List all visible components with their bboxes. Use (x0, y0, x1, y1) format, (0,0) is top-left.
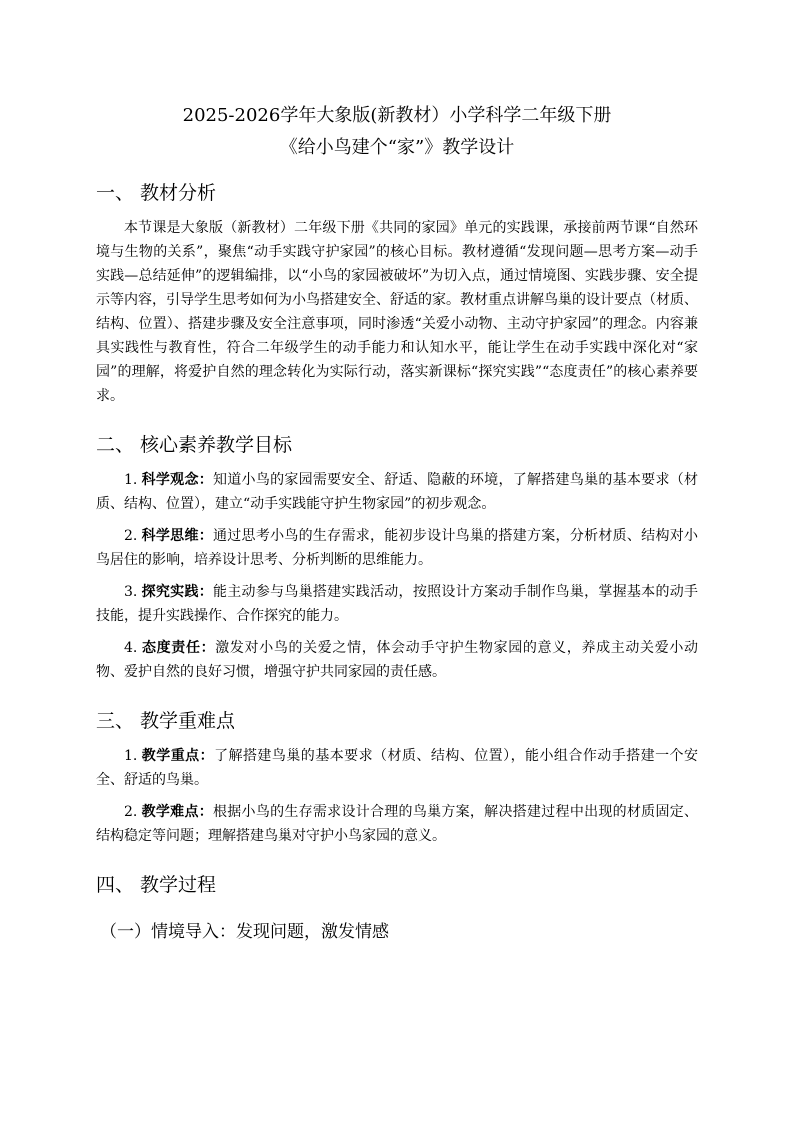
key-point-number: 1. (124, 748, 138, 764)
goal-item-term: 探究实践： (141, 584, 213, 600)
goal-item-attitude-responsibility (96, 636, 698, 684)
key-point-text: 了解搭建鸟巢的基本要求（材质、结构、位置），能小组合作动手搭建一个安全、舒适的鸟巢。 (96, 748, 699, 788)
difficult-point-number: 2. (124, 804, 138, 820)
goal-item-term: 科学思维： (141, 528, 213, 544)
goal-item-inquiry-practice (96, 580, 698, 628)
goal-item-number: 2. (124, 528, 138, 544)
goal-item-text: 知道小鸟的家园需要安全、舒适、隐蔽的环境，了解搭建鸟巢的基本要求（材质、结构、位置），建立“动手实践能守护生物家园”的初步观念。 (96, 472, 699, 512)
goal-item-scientific-thinking (96, 524, 698, 572)
document-title-line-1: 2025-2026学年大象版(新教材）小学科学二年级下册 (182, 105, 612, 126)
subsection-heading-situation-introduction: （一）情境导入：发现问题，激发情感 (100, 922, 389, 942)
goal-item-scientific-concept (96, 468, 698, 516)
document-title-line-2: 《给小鸟建个“家”》教学设计 (279, 137, 515, 158)
goal-item-number: 4. (124, 640, 138, 656)
section-heading-textbook-analysis: 一、 教材分析 (96, 182, 217, 204)
goal-item-number: 1. (124, 472, 138, 488)
section-heading-key-difficult-points: 三、 教学重难点 (96, 710, 236, 732)
goal-item-term: 科学观念： (141, 472, 213, 488)
goal-item-text: 能主动参与鸟巢搭建实践活动，按照设计方案动手制作鸟巢，掌握基本的动手技能，提升实践操作、合作探究的能力。 (96, 584, 699, 624)
section-heading-core-literacy-goals: 二、 核心素养教学目标 (96, 434, 293, 456)
difficult-point-item (96, 800, 698, 848)
key-point-term: 教学重点： (141, 748, 215, 764)
difficult-point-text: 根据小鸟的生存需求设计合理的鸟巢方案，解决搭建过程中出现的材质固定、结构稳定等问题；理解搭建鸟巢对守护小鸟家园的意义。 (96, 804, 699, 844)
key-point-item (96, 744, 698, 792)
goal-item-text: 通过思考小鸟的生存需求，能初步设计鸟巢的搭建方案，分析材质、结构对小鸟居住的影响，培养设计思考、分析判断的思维能力。 (96, 528, 699, 568)
section-heading-teaching-process: 四、 教学过程 (96, 874, 217, 896)
difficult-point-term: 教学难点： (141, 804, 213, 820)
goal-item-number: 3. (124, 584, 138, 600)
goal-item-text: 激发对小鸟的关爱之情，体会动手守护生物家园的意义，养成主动关爱小动物、爱护自然的良好习惯，增强守护共同家园的责任感。 (96, 640, 698, 680)
textbook-analysis-paragraph: 本节课是大象版（新教材）二年级下册《共同的家园》单元的实践课，承接前两节课“自然环境与生物的关系”，聚焦“动手实践守护家园”的核心目标。教材遵循“发现问题—思考方案—动手实践—总结延伸”的逻辑编排，以“小鸟的家园被破坏”为切入点，通过情境图、实践步骤、安全提示等内容，引导学生思考如何为小鸟搭建安全、舒适的家。教材重点讲解鸟巢的设计要点（材质、结构、位置）、搭建步骤及安全注意事项，同时渗透“关爱小动物、主动守护家园”的理念。内容兼具实践性与教育性，符合二年级学生的动手能力和认知水平，能让学生在动手实践中深化对“家园”的理解，将爱护自然的理念转化为实际行动，落实新课标“探究实践”“态度责任”的核心素养要求。 (96, 220, 698, 404)
goal-item-term: 态度责任： (141, 640, 216, 656)
